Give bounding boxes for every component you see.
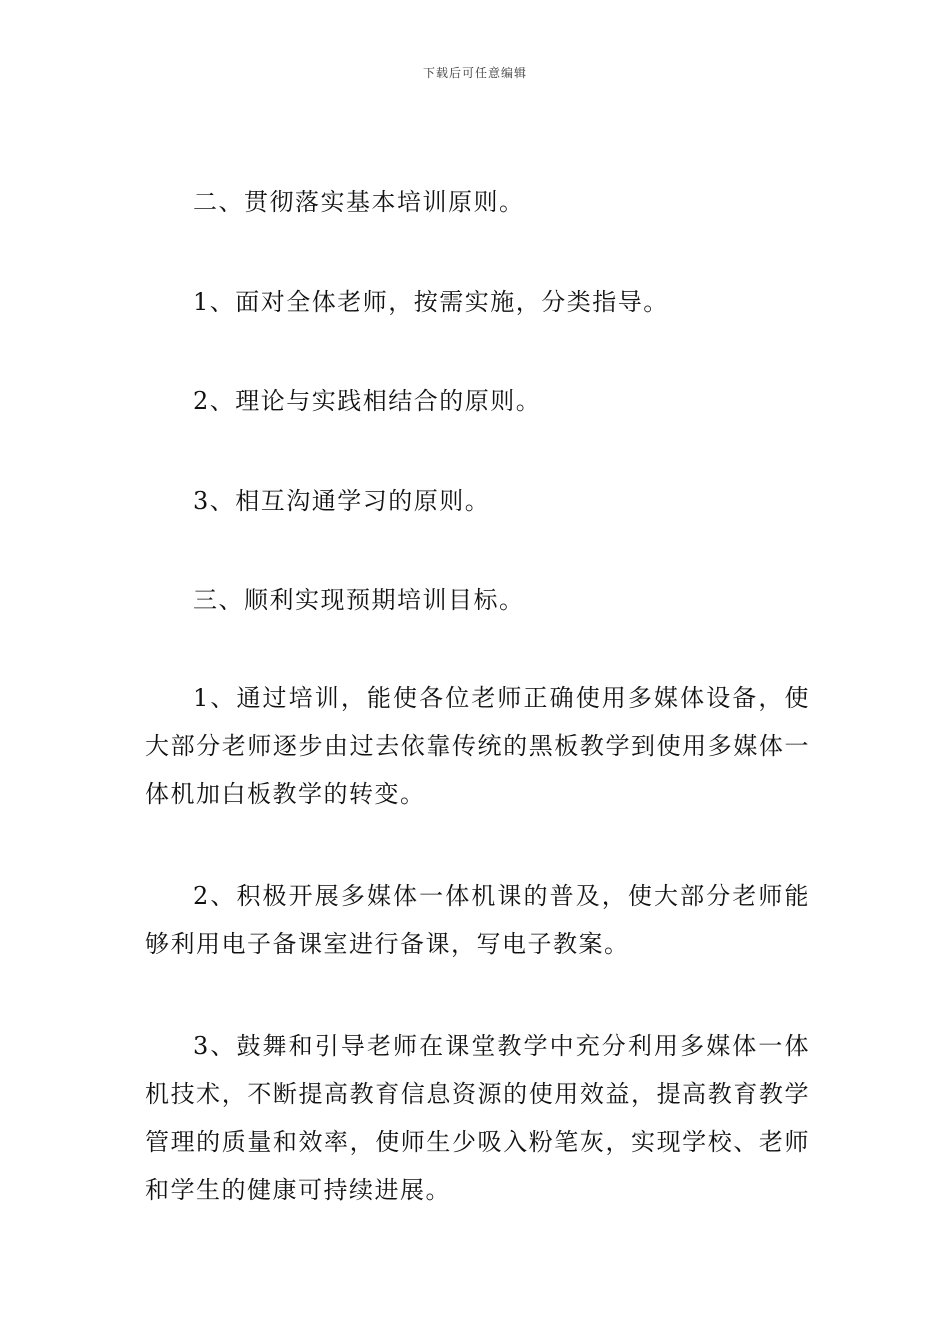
page-header: 下载后可任意编辑 <box>422 66 527 80</box>
list-item: 1、面对全体老师，按需实施，分类指导。 <box>193 288 669 316</box>
list-item: 1、通过培训，能使各位老师正确使用多媒体设备，使大部分老师逐步由过去依靠传统的黑板教学到使用多媒体一体机加白板教学的转变。 <box>145 684 810 808</box>
section-heading: 三、顺利实现预期培训目标。 <box>193 586 525 614</box>
list-item: 2、理论与实践相结合的原则。 <box>193 387 542 415</box>
list-item: 3、鼓舞和引导老师在课堂教学中充分利用多媒体一体机技术，不断提高教育信息资源的使用效益，提高教育教学管理的质量和效率，使师生少吸入粉笔灰，实现学校、老师和学生的健康可持续进展。 <box>145 1032 810 1204</box>
section-heading: 二、贯彻落实基本培训原则。 <box>193 188 525 216</box>
list-item: 2、积极开展多媒体一体机课的普及，使大部分老师能够利用电子备课室进行备课，写电子教案。 <box>145 882 810 958</box>
list-item: 3、相互沟通学习的原则。 <box>193 487 491 515</box>
